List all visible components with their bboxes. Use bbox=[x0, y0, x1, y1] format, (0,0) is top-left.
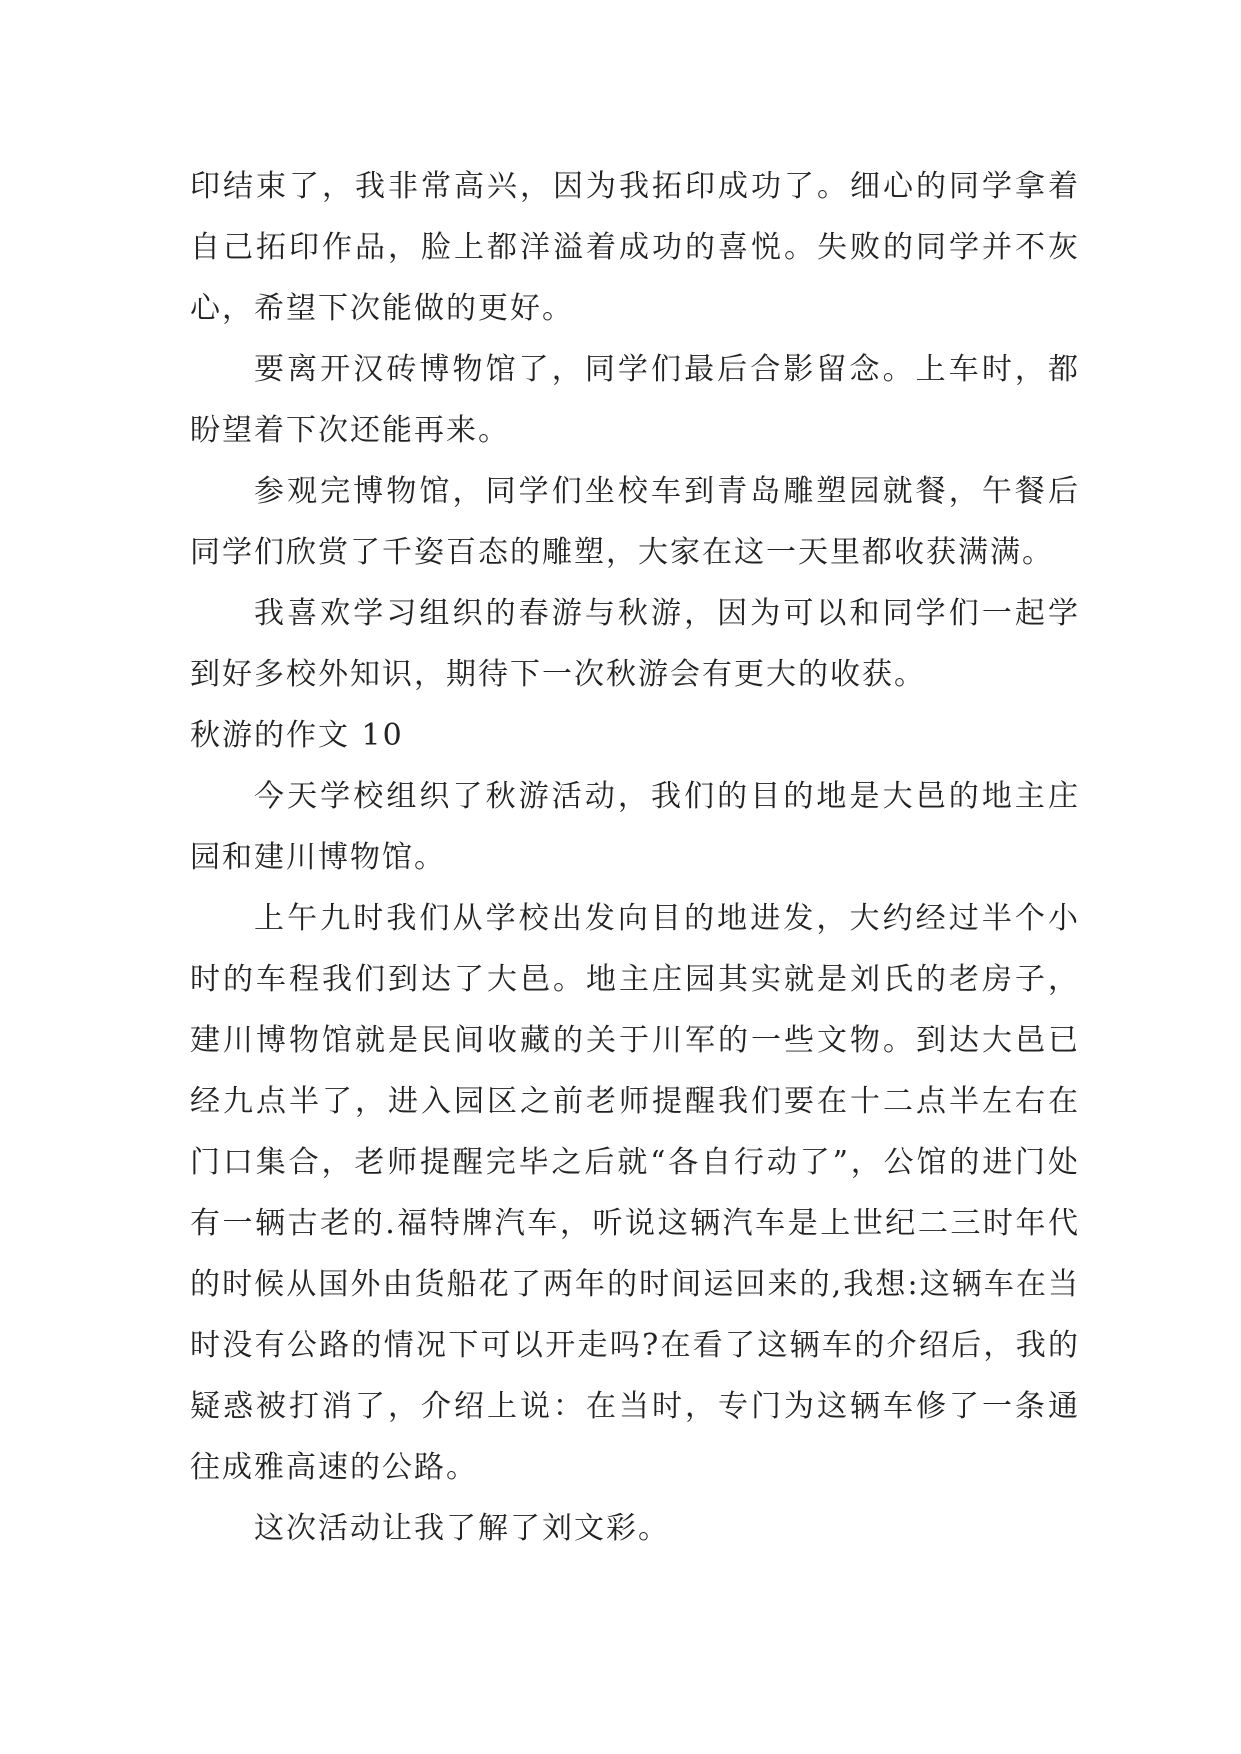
section-heading: 秋游的作文 10 bbox=[190, 718, 404, 753]
paragraph: 这次活动让我了解了刘文彩。 bbox=[254, 1511, 670, 1546]
paragraph: 今天学校组织了秋游活动，我们的目的地是大邑的地主庄园和建川博物馆。 bbox=[190, 779, 1080, 875]
paragraph: 要离开汉砖博物馆了，同学们最后合影留念。上车时，都盼望着下次还能再来。 bbox=[190, 352, 1080, 448]
paragraph: 我喜欢学习组织的春游与秋游，因为可以和同学们一起学到好多校外知识，期待下一次秋游会有更大的收获。 bbox=[190, 596, 1080, 692]
paragraph-continuation: 印结束了，我非常高兴，因为我拓印成功了。细心的同学拿着自己拓印作品，脸上都洋溢着成功的喜悦。失败的同学并不灰心，希望下次能做的更好。 bbox=[190, 169, 1080, 326]
document-body bbox=[190, 156, 1080, 1559]
paragraph: 上午九时我们从学校出发向目的地进发，大约经过半个小时的车程我们到达了大邑。地主庄园其实就是刘氏的老房子，建川博物馆就是民间收藏的关于川军的一些文物。到达大邑已经九点半了，进入园区之前老师提醒我们要在十二点半左右在门口集合，老师提醒完毕之后就“各自行动了”，公馆的进门处有一辆古老的.福特牌汽车，听说这辆汽车是上世纪二三时年代的时候从国外由货船花了两年的时间运回来的,我想:这辆车在当时没有公路的情况下可以开走吗?在看了这辆车的介绍后，我的疑惑被打消了，介绍上说：在当时，专门为这辆车修了一条通往成雅高速的公路。 bbox=[190, 901, 1080, 1485]
paragraph: 参观完博物馆，同学们坐校车到青岛雕塑园就餐，午餐后同学们欣赏了千姿百态的雕塑，大家在这一天里都收获满满。 bbox=[190, 474, 1080, 570]
